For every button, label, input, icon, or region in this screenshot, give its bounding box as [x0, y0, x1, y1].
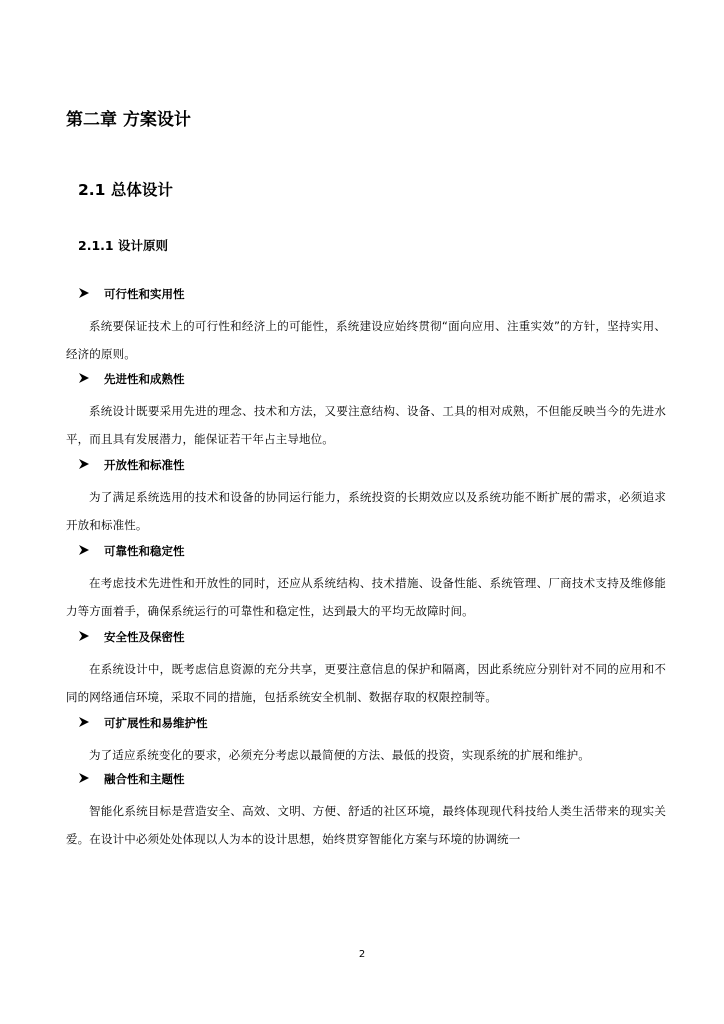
- arrow-bullet-icon: [78, 372, 90, 384]
- arrow-bullet-icon: [78, 544, 90, 556]
- principle-title: 融合性和主题性: [104, 772, 185, 786]
- arrow-bullet-icon: [78, 772, 90, 784]
- page-number: 2: [358, 949, 366, 960]
- principle-body: 智能化系统目标是营造安全、高效、文明、方便、舒适的社区环境，最终体现现代科技给人类生活带来的现实关爱。在设计中必须处处体现以人为本的设计思想，始终贯穿智能化方案与环境的协调统一: [66, 804, 666, 846]
- arrow-bullet-icon: [78, 630, 90, 642]
- principle-body: 在考虑技术先进性和开放性的同时，还应从系统结构、技术措施、设备性能、系统管理、厂商技术支持及维修能力等方面着手，确保系统运行的可靠性和稳定性，达到最大的平均无故障时间。: [66, 576, 666, 618]
- principle-body: 在系统设计中，既考虑信息资源的充分共享，更要注意信息的保护和隔离，因此系统应分别针对不同的应用和不同的网络通信环境，采取不同的措施，包括系统安全机制、数据存取的权限控制等。: [66, 662, 666, 704]
- subsection-title: 2.1.1 设计原则: [78, 238, 168, 253]
- principle-integration: [66, 769, 666, 853]
- chapter-title: 第二章 方案设计: [66, 110, 191, 130]
- arrow-bullet-icon: [78, 458, 90, 470]
- principle-title: 开放性和标准性: [104, 458, 185, 472]
- principle-openness: [66, 455, 666, 539]
- principle-security: [66, 627, 666, 711]
- principle-extensibility: [66, 713, 666, 769]
- principle-body: 系统设计既要采用先进的理念、技术和方法，又要注意结构、设备、工具的相对成熟，不但能反映当今的先进水平，而且具有发展潜力，能保证若干年占主导地位。: [66, 404, 666, 446]
- arrow-bullet-icon: [78, 716, 90, 728]
- section-title: 2.1 总体设计: [78, 181, 173, 199]
- principle-title: 可行性和实用性: [104, 287, 185, 301]
- principle-title: 可靠性和稳定性: [104, 544, 185, 558]
- principle-body: 为了满足系统选用的技术和设备的协同运行能力，系统投资的长期效应以及系统功能不断扩展的需求，必须追求开放和标准性。: [66, 490, 666, 532]
- principle-body: 系统要保证技术上的可行性和经济上的可能性，系统建设应始终贯彻“面向应用、注重实效”的方针，坚持实用、经济的原则。: [66, 319, 666, 361]
- principle-feasibility: [66, 284, 666, 368]
- principle-body: 为了适应系统变化的要求，必须充分考虑以最简便的方法、最低的投资，实现系统的扩展和维护。: [89, 748, 590, 762]
- arrow-bullet-icon: [78, 287, 90, 299]
- principle-advancement: [66, 369, 666, 453]
- principle-reliability: [66, 541, 666, 625]
- principle-title: 安全性及保密性: [104, 630, 185, 644]
- principle-title: 先进性和成熟性: [104, 372, 185, 386]
- principle-title: 可扩展性和易维护性: [104, 716, 208, 730]
